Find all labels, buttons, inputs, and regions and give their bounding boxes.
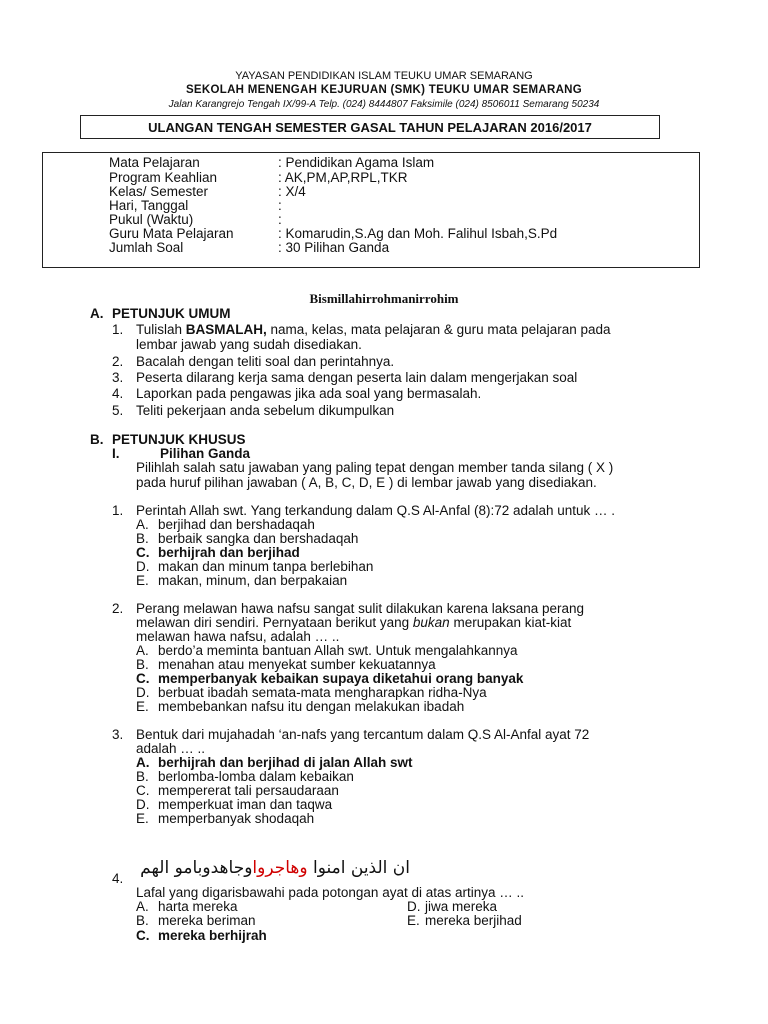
option-letter: B. xyxy=(136,913,149,928)
info-value: : xyxy=(278,198,282,213)
question-3-line-1: Bentuk dari mujahadah ‘an-nafs yang tercantum dalam Q.S Al-Anfal ayat 72 xyxy=(136,727,590,742)
question-2-line-2: melawan diri sendiri. Pernyataan berikut yang bukan merupakan kiat-kiat xyxy=(136,615,572,630)
option-text: mempererat tali persaudaraan xyxy=(158,783,339,798)
option-text: berlomba-lomba dalam kebaikan xyxy=(158,769,354,784)
question-4-text: Lafal yang digarisbawahi pada potongan ayat di atas artinya … .. xyxy=(136,885,525,900)
option-letter: B. xyxy=(136,531,149,546)
option-text: berbuat ibadah semata-mata mengharapkan ridha-Nya xyxy=(158,685,487,700)
question-3-number: 3. xyxy=(112,727,124,742)
school-name: SEKOLAH MENENGAH KEJURUAN (SMK) TEUKU UMAR SEMARANG xyxy=(185,84,583,96)
info-label: Hari, Tanggal xyxy=(109,198,189,213)
option-letter: B. xyxy=(136,657,149,672)
info-label: Pukul (Waktu) xyxy=(109,212,194,227)
option-text: mereka beriman xyxy=(158,913,256,928)
info-value: : xyxy=(278,212,282,227)
option-text: mereka berjihad xyxy=(425,913,522,928)
section-a-title: PETUNJUK UMUM xyxy=(112,306,231,321)
option-text: membebankan nafsu itu dengan melakukan ibadah xyxy=(158,699,465,714)
general-instruction: Laporkan pada pengawas jika ada soal yang bermasalah. xyxy=(136,386,482,401)
option-text: menahan atau menyekat sumber kekuatannya xyxy=(158,657,436,672)
option-letter: E. xyxy=(136,699,149,714)
general-instruction: Bacalah dengan teliti soal dan perintahnya. xyxy=(136,354,395,369)
item-number: 1. xyxy=(112,322,124,337)
option-letter: D. xyxy=(407,899,421,914)
option-text: memperbanyak shodaqah xyxy=(158,811,315,826)
question-3-line-2: adalah … .. xyxy=(136,741,206,756)
arabic-verse: ان الذين امنوا وهاجرواوجاهدوبامو الهم xyxy=(140,858,410,878)
option-letter: D. xyxy=(136,559,150,574)
info-value: : 30 Pilihan Ganda xyxy=(278,240,390,255)
specific-instruction-line-2: pada huruf pilihan jawaban ( A, B, C, D, E ) di lembar jawab yang disediakan. xyxy=(136,475,597,490)
section-a-letter: A. xyxy=(90,306,104,321)
option-text-correct: memperbanyak kebaikan supaya diketahui orang banyak xyxy=(158,671,524,686)
option-letter: A. xyxy=(136,643,149,658)
option-text: makan dan minum tanpa berlebihan xyxy=(158,559,374,574)
option-letter: E. xyxy=(136,573,149,588)
info-label: Jumlah Soal xyxy=(109,240,184,255)
question-1-number: 1. xyxy=(112,503,124,518)
info-value: : Komarudin,S.Ag dan Moh. Falihul Isbah,S.Pd xyxy=(278,226,558,241)
option-text: makan, minum, dan berpakaian xyxy=(158,573,348,588)
bismillah: Bismillahirrohmanirrohim xyxy=(309,291,459,306)
info-value: : X/4 xyxy=(278,184,306,199)
general-instruction-1-cont: lembar jawab yang sudah disediakan. xyxy=(136,337,362,352)
option-letter: E. xyxy=(407,913,420,928)
info-label: Program Keahlian xyxy=(109,170,218,185)
option-text: berdo’a meminta bantuan Allah swt. Untuk mengalahkannya xyxy=(158,643,518,658)
subsection-title: Pilihan Ganda xyxy=(160,446,251,461)
item-number: 3. xyxy=(112,370,124,385)
info-label: Kelas/ Semester xyxy=(109,184,209,199)
item-number: 4. xyxy=(112,386,124,401)
option-letter: D. xyxy=(136,685,150,700)
option-letter: C. xyxy=(136,671,150,686)
option-text-correct: berhijrah dan berjihad di jalan Allah swt xyxy=(158,755,413,770)
section-b-letter: B. xyxy=(90,432,104,447)
general-instruction: Peserta dilarang kerja sama dengan peserta lain dalam mengerjakan soal xyxy=(136,370,578,385)
info-value: : AK,PM,AP,RPL,TKR xyxy=(278,170,408,185)
option-text-correct: berhijrah dan berjihad xyxy=(158,545,300,560)
option-letter: C. xyxy=(136,928,150,943)
option-letter: C. xyxy=(136,783,150,798)
school-address: Jalan Karangrejo Tengah IX/99-A Telp. (024) 8444807 Faksimile (024) 8506011 Semarang 50234 xyxy=(168,99,600,110)
option-letter: E. xyxy=(136,811,149,826)
option-text: memperkuat iman dan taqwa xyxy=(158,797,333,812)
question-2-number: 2. xyxy=(112,601,124,616)
option-letter: A. xyxy=(136,517,149,532)
item-number: 2. xyxy=(112,354,124,369)
specific-instruction-line-1: Pilihlah salah satu jawaban yang paling tepat dengan member tanda silang ( X ) xyxy=(136,460,614,475)
info-label: Mata Pelajaran xyxy=(109,155,200,170)
section-b-title: PETUNJUK KHUSUS xyxy=(112,432,246,447)
option-text: berjihad dan bershadaqah xyxy=(158,517,315,532)
subsection-number: I. xyxy=(112,446,120,461)
general-instruction-1: Tulislah BASMALAH, nama, kelas, mata pelajaran & guru mata pelajaran pada xyxy=(136,322,611,337)
option-text-correct: mereka berhijrah xyxy=(158,928,267,943)
info-value: : Pendidikan Agama Islam xyxy=(278,155,435,170)
exam-title: ULANGAN TENGAH SEMESTER GASAL TAHUN PELAJARAN 2016/2017 xyxy=(148,120,592,135)
option-letter: A. xyxy=(136,755,150,770)
option-text: harta mereka xyxy=(158,899,238,914)
question-4-number: 4. xyxy=(112,871,124,886)
question-2-line-1: Perang melawan hawa nafsu sangat sulit dilakukan karena laksana perang xyxy=(136,601,585,616)
option-text: jiwa mereka xyxy=(425,899,498,914)
option-text: berbaik sangka dan bershadaqah xyxy=(158,531,359,546)
info-label: Guru Mata Pelajaran xyxy=(109,226,234,241)
question-1-text: Perintah Allah swt. Yang terkandung dalam Q.S Al-Anfal (8):72 adalah untuk … . xyxy=(136,503,616,518)
option-letter: D. xyxy=(136,797,150,812)
question-2-line-3: melawan hawa nafsu, adalah … .. xyxy=(136,629,340,644)
foundation-name: YAYASAN PENDIDIKAN ISLAM TEUKU UMAR SEMARANG xyxy=(235,70,533,82)
item-number: 5. xyxy=(112,403,124,418)
option-letter: B. xyxy=(136,769,149,784)
option-letter: C. xyxy=(136,545,150,560)
option-letter: A. xyxy=(136,899,149,914)
general-instruction: Teliti pekerjaan anda sebelum dikumpulkan xyxy=(136,403,395,418)
